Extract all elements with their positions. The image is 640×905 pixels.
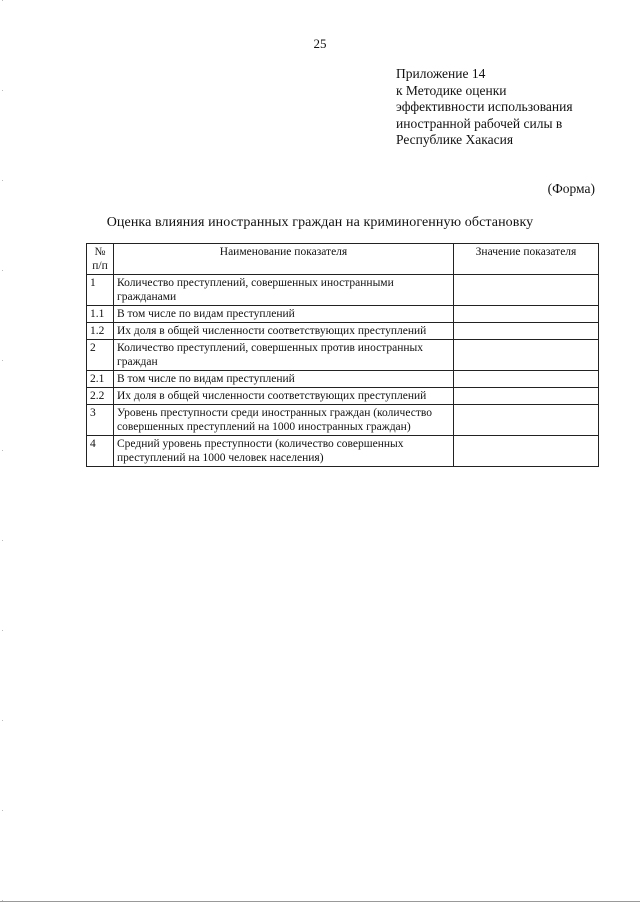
row-value bbox=[454, 388, 599, 405]
row-name: В том числе по видам преступлений bbox=[114, 306, 454, 323]
scan-edge bbox=[2, 0, 3, 905]
row-value bbox=[454, 275, 599, 306]
table-row bbox=[87, 388, 599, 405]
row-value bbox=[454, 306, 599, 323]
table-row bbox=[87, 405, 599, 436]
row-value bbox=[454, 405, 599, 436]
appendix-block bbox=[396, 66, 573, 149]
row-name: Уровень преступности среди иностранных граждан (количество совершенных преступлений на 1000 иностранных граждан) bbox=[114, 405, 454, 436]
row-num: 2 bbox=[87, 340, 114, 371]
document-title: Оценка влияния иностранных граждан на криминогенную обстановку bbox=[106, 215, 534, 230]
table-row bbox=[87, 323, 599, 340]
row-name: Их доля в общей численности соответствующих преступлений bbox=[114, 388, 454, 405]
table-row bbox=[87, 275, 599, 306]
row-num: 2.2 bbox=[87, 388, 114, 405]
appendix-line: к Методике оценки bbox=[396, 82, 507, 98]
header-num: № п/п bbox=[87, 244, 114, 275]
row-name: Их доля в общей численности соответствующих преступлений bbox=[114, 323, 454, 340]
row-num: 1 bbox=[87, 275, 114, 306]
row-name: Количество преступлений, совершенных иностранными гражданами bbox=[114, 275, 454, 306]
page-number: 25 bbox=[313, 36, 327, 51]
row-value bbox=[454, 371, 599, 388]
table-row bbox=[87, 306, 599, 323]
row-name: Количество преступлений, совершенных против иностранных граждан bbox=[114, 340, 454, 371]
row-num: 4 bbox=[87, 436, 114, 467]
header-value: Значение показателя bbox=[454, 244, 599, 275]
appendix-line: эффективности использования bbox=[396, 99, 573, 114]
row-name: В том числе по видам преступлений bbox=[114, 371, 454, 388]
appendix-line: иностранной рабочей силы в bbox=[396, 115, 563, 131]
row-num: 2.1 bbox=[87, 371, 114, 388]
header-name: Наименование показателя bbox=[114, 244, 454, 275]
indicators-table bbox=[86, 243, 599, 467]
form-label: (Форма) bbox=[547, 181, 595, 196]
table-row bbox=[87, 436, 599, 467]
row-num: 3 bbox=[87, 405, 114, 436]
row-value bbox=[454, 436, 599, 467]
scan-bottom-edge bbox=[0, 901, 640, 902]
appendix-line: Республике Хакасия bbox=[396, 132, 514, 147]
row-name: Средний уровень преступности (количество совершенных преступлений на 1000 человек населения) bbox=[114, 436, 454, 467]
row-value bbox=[454, 340, 599, 371]
row-num: 1.1 bbox=[87, 306, 114, 323]
row-num: 1.2 bbox=[87, 323, 114, 340]
table-row bbox=[87, 371, 599, 388]
row-value bbox=[454, 323, 599, 340]
table-header-row bbox=[87, 244, 599, 275]
table-row bbox=[87, 340, 599, 371]
appendix-line: Приложение 14 bbox=[396, 66, 486, 81]
